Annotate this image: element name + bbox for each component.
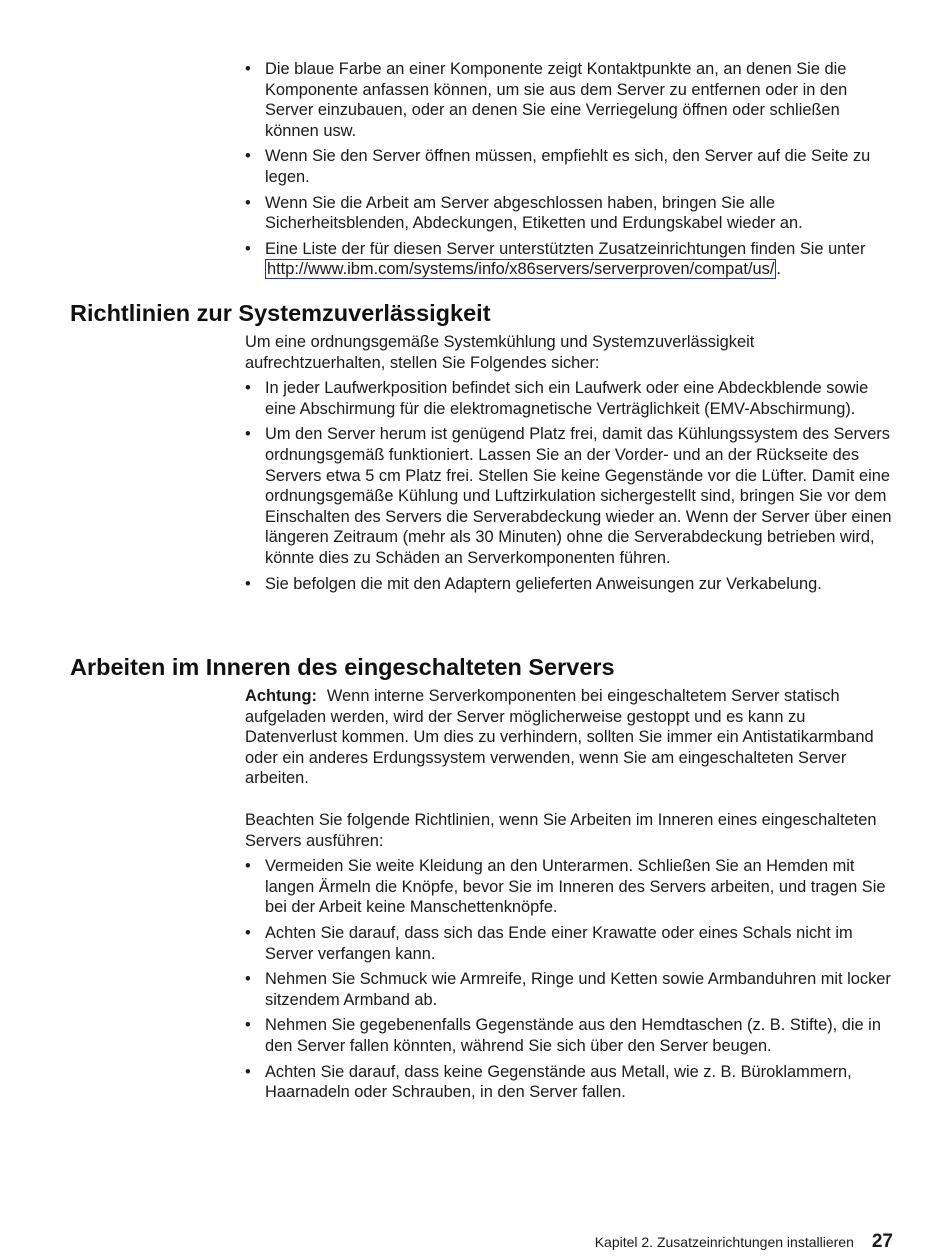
list-item-text: Achten Sie darauf, dass keine Gegenstände aus Metall, wie z. B. Büroklammern, Haarnadeln oder Schrauben, in den Server fallen. [265,1062,852,1102]
section-intro: Um eine ordnungsgemäße Systemkühlung und Systemzuverlässigkeit aufrechtzuerhalten, stellen Sie Folgendes sicher: [245,333,755,372]
list-item-text: Nehmen Sie gegebenenfalls Gegenstände aus den Hemdtaschen (z. B. Stifte), die in den Server fallen könnten, während Sie sich über den Server beugen. [265,1016,881,1055]
list-item-text: Achten Sie darauf, dass sich das Ende einer Krawatte oder eines Schals nicht im Server verfangen kann. [265,923,853,963]
section-intro: Beachten Sie folgende Richtlinien, wenn Sie Arbeiten im Inneren eines eingeschalteten Servers ausführen: [245,810,877,850]
bullet-icon: • [245,970,251,989]
list-item [245,969,893,1010]
bullet-icon: • [245,857,251,876]
page-number: 27 [871,1231,893,1252]
section-title-powered-server: Arbeiten im Inneren des eingeschalteten Servers [70,654,615,680]
bullet-icon: • [245,1062,251,1081]
bullet-icon: • [245,239,251,258]
list-item [245,856,893,918]
list-item [245,193,893,234]
attention-text: Wenn interne Serverkomponenten bei eingeschaltetem Server statisch aufgeladen werden, wird der Server möglicherweise gestoppt und es kann zu Datenverlust kommen. Um dies zu verhindern, sollten Sie immer ein Antistatikarmband oder ein anderes Erdungssystem verwenden, wenn Sie am eingeschalteten Server arbeiten. [245,687,874,788]
bullet-icon: • [245,923,251,942]
list-item-text: Vermeiden Sie weite Kleidung an den Unterarmen. Schließen Sie an Hemden mit langen Ärmeln die Knöpfe, bevor Sie im Inneren des Servers arbeiten, und tragen Sie bei der Arbeit keine Manschettenknöpfe. [265,857,886,917]
list-item [245,146,893,187]
reliability-bullet-list [245,378,893,594]
list-item [245,378,893,419]
list-item [245,1015,893,1056]
list-item-text: Nehmen Sie Schmuck wie Armreife, Ringe und Ketten sowie Armbanduhren mit locker sitzendem Armband ab. [265,970,891,1009]
section-reliability-body [245,332,893,599]
bullet-icon: • [245,147,251,166]
attention-notice [245,686,893,789]
bullet-icon: • [245,574,251,593]
top-bullet-list [245,59,893,280]
list-item [245,424,893,568]
list-item [245,1062,893,1103]
list-item [245,59,893,141]
list-item [245,923,893,964]
page-footer [595,1230,893,1254]
section-powered-server-body [245,686,893,1108]
bullet-icon: • [245,193,251,212]
bullet-icon: • [245,425,251,444]
list-item-text: Wenn Sie die Arbeit am Server abgeschlossen haben, bringen Sie alle Sicherheitsblenden, Abdeckungen, Etiketten und Erdungskabel wieder an. [265,193,803,233]
bullet-icon: • [245,60,251,78]
list-item-suffix: . [776,260,781,279]
list-item-text: In jeder Laufwerkposition befindet sich ein Laufwerk oder eine Abdeckblende sowie eine Abschirmung für die elektromagnetische Verträglichkeit (EMV-Abschirmung). [265,379,869,418]
bullet-icon: • [245,379,251,398]
list-item-text: Wenn Sie den Server öffnen müssen, empfiehlt es sich, den Server auf die Seite zu legen. [265,147,871,186]
list-item [245,239,893,280]
top-list-block [245,59,893,285]
bullet-icon: • [245,1016,251,1035]
serverproven-link[interactable]: http://www.ibm.com/systems/info/x86servers/serverproven/compat/us/ [267,260,775,279]
list-item [245,574,893,595]
section-title-reliability: Richtlinien zur Systemzuverlässigkeit [70,300,491,326]
attention-label: Achtung: [245,687,317,705]
list-item-text: Um den Server herum ist genügend Platz frei, damit das Kühlungssystem des Servers ordnungsgemäß funktioniert. Lassen Sie an der Vorder- und an der Rückseite des Servers etwa 5 cm Platz frei. Stellen Sie keine Gegenstände vor die Lüfter. Damit eine ordnungsgemäße Kühlung und Luftzirkulation sichergestellt sind, bringen Sie vor dem Einschalten des Servers die Serverabdeckung wieder an. Wenn der Server über einen längeren Zeitraum (mehr als 30 Minuten) ohne die Serverabdeckung betrieben wird, könnte dies zu Schäden an Serverkomponenten führen. [265,425,892,567]
list-item-text: Sie befolgen die mit den Adaptern gelieferten Anweisungen zur Verkabelung. [265,574,822,593]
chapter-title: Kapitel 2. Zusatzeinrichtungen installieren [594,1234,854,1250]
list-item-text: Die blaue Farbe an einer Komponente zeigt Kontaktpunkte an, an denen Sie die Komponente anfassen können, um sie aus dem Server zu entfernen oder in den Server einzubauen, oder an denen Sie eine Verriegelung öffnen oder schließen können usw. [265,60,848,140]
list-item-text: Eine Liste der für diesen Server unterstützten Zusatzeinrichtungen finden Sie unter [265,239,866,258]
powered-server-bullet-list [245,856,893,1103]
